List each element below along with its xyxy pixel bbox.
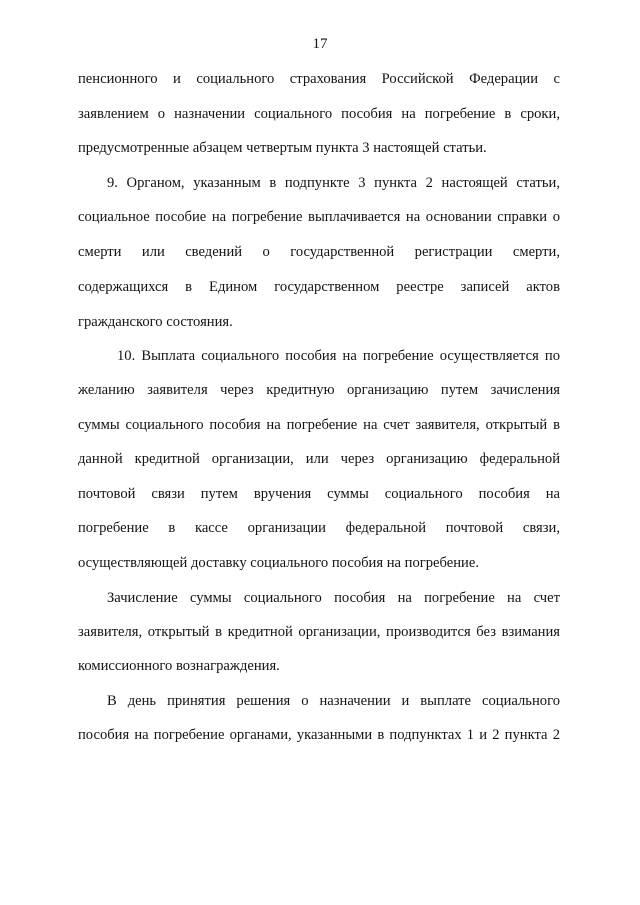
paragraph-3-line-3: суммы социального пособия на погребение на счет заявителя, открытый в xyxy=(78,417,560,433)
paragraph-3-line-1: 10. Выплата социального пособия на погребение осуществляется по xyxy=(117,348,560,364)
paragraph-2-line-1: 9. Органом, указанным в подпункте 3 пункта 2 настоящей статьи, xyxy=(107,175,560,191)
paragraph-3-line-5: почтовой связи путем вручения суммы социального пособия на xyxy=(78,486,560,502)
paragraph-3-line-7: осуществляющей доставку социального пособия на погребение. xyxy=(78,555,479,571)
paragraph-1-line-1: пенсионного и социального страхования Российской Федерации с xyxy=(78,71,560,87)
paragraph-2-line-3: смерти или сведений о государственной регистрации смерти, xyxy=(78,244,560,260)
paragraph-4-line-2: заявителя, открытый в кредитной организации, производится без взимания xyxy=(78,624,560,640)
page-number: 17 xyxy=(312,36,328,52)
paragraph-3-line-2: желанию заявителя через кредитную организацию путем зачисления xyxy=(78,382,560,398)
paragraph-2-line-2: социальное пособие на погребение выплачивается на основании справки о xyxy=(78,209,560,225)
paragraph-2-line-5: гражданского состояния. xyxy=(78,314,233,330)
paragraph-1-line-2: заявлением о назначении социального пособия на погребение в сроки, xyxy=(78,106,560,122)
paragraph-3-line-6: погребение в кассе организации федеральной почтовой связи, xyxy=(78,520,560,536)
paragraph-3-line-4: данной кредитной организации, или через организацию федеральной xyxy=(78,451,560,467)
paragraph-4-line-3: комиссионного вознаграждения. xyxy=(78,658,280,674)
paragraph-5-line-1: В день принятия решения о назначении и выплате социального xyxy=(107,693,560,709)
paragraph-1-line-3: предусмотренные абзацем четвертым пункта 3 настоящей статьи. xyxy=(78,140,487,156)
paragraph-4-line-1: Зачисление суммы социального пособия на погребение на счет xyxy=(107,590,560,606)
paragraph-2-line-4: содержащихся в Едином государственном реестре записей актов xyxy=(78,279,560,295)
paragraph-5-line-2: пособия на погребение органами, указанными в подпунктах 1 и 2 пункта 2 xyxy=(78,727,560,743)
